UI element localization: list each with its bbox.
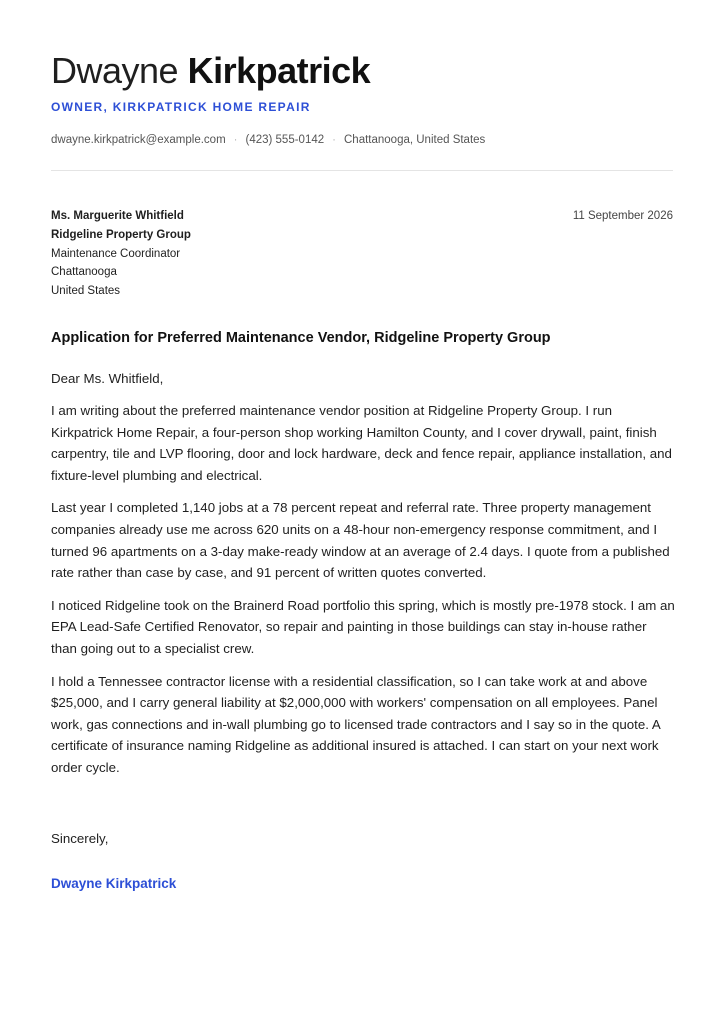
recipient-title: Maintenance Coordinator	[51, 247, 181, 260]
contact-separator: ·	[332, 134, 336, 146]
sender-first-name: Dwayne	[51, 50, 179, 91]
letter-date: 11 September 2026	[572, 210, 673, 222]
recipient-block	[51, 207, 191, 301]
closing: Sincerely,	[51, 831, 109, 846]
contact-line	[51, 134, 485, 146]
sender-tagline: OWNER, KIRKPATRICK HOME REPAIR	[51, 100, 311, 114]
recipient-company: Ridgeline Property Group	[51, 228, 191, 241]
letter-body	[51, 400, 675, 790]
body-paragraph: I noticed Ridgeline took on the Brainerd Road portfolio this spring, which is mostly pre-1978 stock. I am an EPA Lead-Safe Certified Renovator, so repair and painting in those buildings can stay in-house rather than going out to a specialist crew.	[51, 597, 675, 656]
salutation: Dear Ms. Whitfield,	[51, 371, 164, 386]
body-paragraph: I hold a Tennessee contractor license with a residential classification, so I can take work at and above $25,000, and I carry general liability at $2,000,000 with workers' compensation on all employees. Panel work, gas connections and in-wall plumbing go to licensed trade contractors and I say so in the quote. A certificate of insurance naming Ridgeline as additional insured is attached. I can start on your next work order cycle.	[51, 673, 661, 775]
letter-subject: Application for Preferred Maintenance Vendor, Ridgeline Property Group	[51, 330, 551, 346]
contact-location: Chattanooga, United States	[344, 134, 486, 146]
cover-letter-page	[51, 0, 673, 1024]
contact-phone: (423) 555-0142	[245, 134, 325, 146]
body-paragraph: Last year I completed 1,140 jobs at a 78 percent repeat and referral rate. Three property management companies already use me across 620 units on a 48-hour non-emergency response commitment, and I turned 96 apartments on a 3-day make-ready window at an average of 2.4 days. I quote from a published rate rather than case by case, and 91 percent of written quotes converted.	[51, 500, 670, 581]
body-paragraph: I am writing about the preferred maintenance vendor position at Ridgeline Property Group. I run Kirkpatrick Home Repair, a four-person shop working Hamilton County, and I cover drywall, paint, finish carpentry, tile and LVP flooring, door and lock hardware, deck and fence repair, appliance installation, and fixture-level plumbing and electrical.	[51, 403, 672, 483]
signature-name: Dwayne Kirkpatrick	[51, 876, 177, 891]
header-divider	[51, 170, 673, 171]
recipient-country: United States	[51, 285, 121, 298]
contact-email: dwayne.kirkpatrick@example.com	[51, 134, 226, 146]
recipient-name: Ms. Marguerite Whitfield	[51, 210, 184, 222]
sender-name	[51, 50, 370, 92]
contact-separator: ·	[233, 134, 238, 146]
sender-last-name: Kirkpatrick	[187, 50, 371, 91]
recipient-city: Chattanooga	[51, 266, 117, 279]
